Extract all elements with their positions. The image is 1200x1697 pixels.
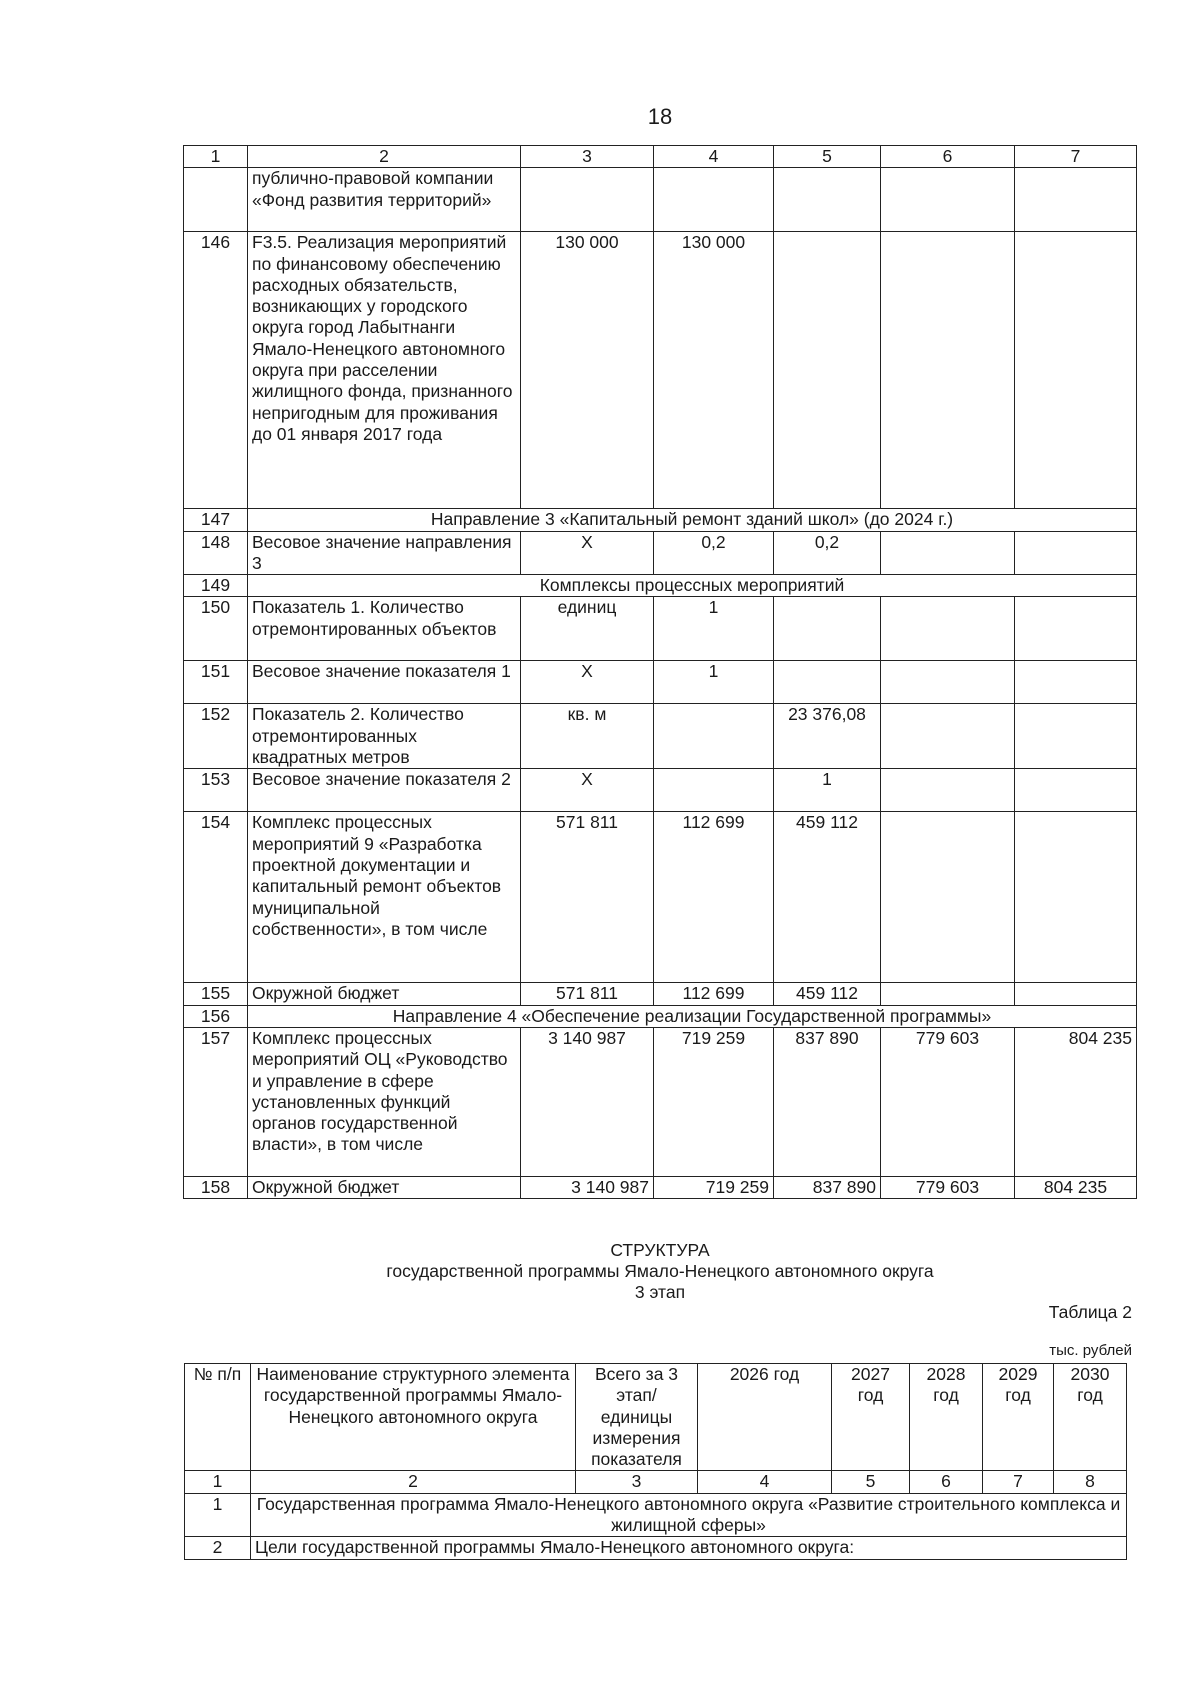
structure-stage: 3 этап xyxy=(634,1282,686,1302)
table-row xyxy=(184,769,1137,812)
cell-col5: 837 890 xyxy=(774,1176,881,1198)
table-row xyxy=(184,1027,1137,1176)
row-number: 148 xyxy=(184,531,248,575)
cell-col5 xyxy=(774,168,881,232)
cell-col3: 571 811 xyxy=(521,983,654,1005)
cell-col3: единиц xyxy=(521,597,654,661)
cell-col5: 1 xyxy=(774,769,881,812)
row-name: Показатель 2. Количество отремонтированных квадратных метров xyxy=(248,704,521,769)
row-number: 154 xyxy=(184,812,248,983)
table-row xyxy=(185,1493,1127,1537)
program-table xyxy=(183,145,1137,1199)
header-cell: 2029 год xyxy=(983,1364,1054,1471)
table-row xyxy=(185,1537,1127,1559)
cell-col6 xyxy=(881,232,1015,509)
cell-col7 xyxy=(1015,983,1137,1005)
row-number: 156 xyxy=(184,1005,248,1027)
row-number: 146 xyxy=(184,232,248,509)
cell-col3: 571 811 xyxy=(521,812,654,983)
cell-col4 xyxy=(654,769,774,812)
header-cell: 4 xyxy=(654,146,774,168)
cell-col7 xyxy=(1015,661,1137,704)
cell-col3: X xyxy=(521,531,654,575)
program-title: Государственная программа Ямало-Ненецкого автономного округа «Развитие строительного комплекса и жилищной сферы» xyxy=(251,1493,1127,1537)
cell-col6 xyxy=(881,531,1015,575)
cell-col7 xyxy=(1015,232,1137,509)
column-number: 3 xyxy=(576,1471,698,1493)
table-row xyxy=(184,704,1137,769)
column-number: 7 xyxy=(983,1471,1054,1493)
cell-col3: кв. м xyxy=(521,704,654,769)
cell-col4: 112 699 xyxy=(654,983,774,1005)
cell-col5 xyxy=(774,661,881,704)
row-number: 1 xyxy=(185,1493,251,1537)
row-name: Комплекс процессных мероприятий ОЦ «Руководство и управление в сфере установленных функций органов государственной власти», в том числе xyxy=(248,1027,521,1176)
cell-col5 xyxy=(774,597,881,661)
cell-col7: 804 235 xyxy=(1015,1027,1137,1176)
row-number: 153 xyxy=(184,769,248,812)
cell-col4: 1 xyxy=(654,597,774,661)
table-row xyxy=(184,232,1137,509)
row-name: Весовое значение направления 3 xyxy=(248,531,521,575)
cell-col4: 719 259 xyxy=(654,1176,774,1198)
cell-col5 xyxy=(774,232,881,509)
row-name: Комплекс процессных мероприятий 9 «Разработка проектной документации и капитальный ремонт объектов муниципальной собственности», в том числе xyxy=(248,812,521,983)
header-cell: 2 xyxy=(248,146,521,168)
cell-col6 xyxy=(881,168,1015,232)
section-heading: Направление 4 «Обеспечение реализации Государственной программы» xyxy=(248,1005,1137,1027)
table-row xyxy=(184,983,1137,1005)
cell-col6 xyxy=(881,812,1015,983)
cell-col6 xyxy=(881,704,1015,769)
cell-col6 xyxy=(881,769,1015,812)
section-heading: Комплексы процессных мероприятий xyxy=(248,575,1137,597)
section-heading: Направление 3 «Капитальный ремонт зданий школ» (до 2024 г.) xyxy=(248,509,1137,531)
cell-col3: 3 140 987 xyxy=(521,1027,654,1176)
structure-table xyxy=(184,1363,1127,1560)
cell-col3: X xyxy=(521,661,654,704)
column-number: 5 xyxy=(832,1471,910,1493)
row-number: 149 xyxy=(184,575,248,597)
row-number: 150 xyxy=(184,597,248,661)
cell-col4 xyxy=(654,168,774,232)
header-cell: 2027 год xyxy=(832,1364,910,1471)
cell-col4: 112 699 xyxy=(654,812,774,983)
header-cell: Наименование структурного элемента государственной программы Ямало-Ненецкого автономного округа xyxy=(251,1364,576,1471)
cell-col3: 130 000 xyxy=(521,232,654,509)
row-number: 2 xyxy=(185,1537,251,1559)
header-cell: 6 xyxy=(881,146,1015,168)
row-name: Весовое значение показателя 1 xyxy=(248,661,521,704)
column-number: 1 xyxy=(185,1471,251,1493)
table-row xyxy=(184,661,1137,704)
row-name: Окружной бюджет xyxy=(248,1176,521,1198)
structure-title: СТРУКТУРА xyxy=(610,1240,710,1260)
cell-col5: 837 890 xyxy=(774,1027,881,1176)
cell-col6 xyxy=(881,661,1015,704)
table-header-row xyxy=(185,1364,1127,1471)
cell-col7 xyxy=(1015,597,1137,661)
row-number: 158 xyxy=(184,1176,248,1198)
header-cell: 1 xyxy=(184,146,248,168)
row-number xyxy=(184,168,248,232)
section-row xyxy=(184,575,1137,597)
row-number: 151 xyxy=(184,661,248,704)
cell-col7 xyxy=(1015,812,1137,983)
cell-col5: 0,2 xyxy=(774,531,881,575)
cell-col3: X xyxy=(521,769,654,812)
row-name: Показатель 1. Количество отремонтированных объектов xyxy=(248,597,521,661)
table-label: Таблица 2 xyxy=(1048,1302,1132,1322)
row-number: 152 xyxy=(184,704,248,769)
column-number: 2 xyxy=(251,1471,576,1493)
row-number: 157 xyxy=(184,1027,248,1176)
program-goals: Цели государственной программы Ямало-Ненецкого автономного округа: xyxy=(251,1537,1127,1559)
section-row xyxy=(184,509,1137,531)
section-row xyxy=(184,1005,1137,1027)
page-number: 18 xyxy=(647,104,673,129)
cell-col4: 719 259 xyxy=(654,1027,774,1176)
units-label: тыс. рублей xyxy=(1049,1342,1132,1359)
table-row xyxy=(184,531,1137,575)
header-cell: 2030 год xyxy=(1054,1364,1127,1471)
cell-col6 xyxy=(881,597,1015,661)
row-number: 147 xyxy=(184,509,248,531)
cell-col7 xyxy=(1015,769,1137,812)
header-cell: № п/п xyxy=(185,1364,251,1471)
row-name: Весовое значение показателя 2 xyxy=(248,769,521,812)
cell-col7: 804 235 xyxy=(1015,1176,1137,1198)
cell-col3: 3 140 987 xyxy=(521,1176,654,1198)
header-cell: 3 xyxy=(521,146,654,168)
table-row xyxy=(184,168,1137,232)
cell-col4: 130 000 xyxy=(654,232,774,509)
column-number: 8 xyxy=(1054,1471,1127,1493)
table-row xyxy=(184,1176,1137,1198)
header-cell: 5 xyxy=(774,146,881,168)
row-name: Окружной бюджет xyxy=(248,983,521,1005)
cell-col7 xyxy=(1015,168,1137,232)
cell-col5: 459 112 xyxy=(774,983,881,1005)
cell-col5: 459 112 xyxy=(774,812,881,983)
row-name: F3.5. Реализация мероприятий по финансовому обеспечению расходных обязательств, возникающих у городского округа город Лабытнанги Ямало-Ненецкого автономного округа при расселении жилищного фонда, признанного непригодным для проживания до 01 января 2017 года xyxy=(248,232,521,509)
cell-col6: 779 603 xyxy=(881,1027,1015,1176)
table-row xyxy=(184,812,1137,983)
column-number: 6 xyxy=(910,1471,983,1493)
row-number: 155 xyxy=(184,983,248,1005)
cell-col6 xyxy=(881,983,1015,1005)
column-number: 4 xyxy=(698,1471,832,1493)
cell-col5: 23 376,08 xyxy=(774,704,881,769)
header-cell: 2028 год xyxy=(910,1364,983,1471)
cell-col4: 1 xyxy=(654,661,774,704)
structure-subtitle: государственной программы Ямало-Ненецкого автономного округа xyxy=(386,1261,934,1281)
cell-col4: 0,2 xyxy=(654,531,774,575)
row-name: публично-правовой компании «Фонд развития территорий» xyxy=(248,168,521,232)
cell-col4 xyxy=(654,704,774,769)
table-header-row xyxy=(184,146,1137,168)
cell-col3 xyxy=(521,168,654,232)
header-cell: 7 xyxy=(1015,146,1137,168)
cell-col6: 779 603 xyxy=(881,1176,1015,1198)
cell-col7 xyxy=(1015,704,1137,769)
header-cell: Всего за 3 этап/ единицы измерения показателя xyxy=(576,1364,698,1471)
column-number-row xyxy=(185,1471,1127,1493)
table-row xyxy=(184,597,1137,661)
header-cell: 2026 год xyxy=(698,1364,832,1471)
cell-col7 xyxy=(1015,531,1137,575)
